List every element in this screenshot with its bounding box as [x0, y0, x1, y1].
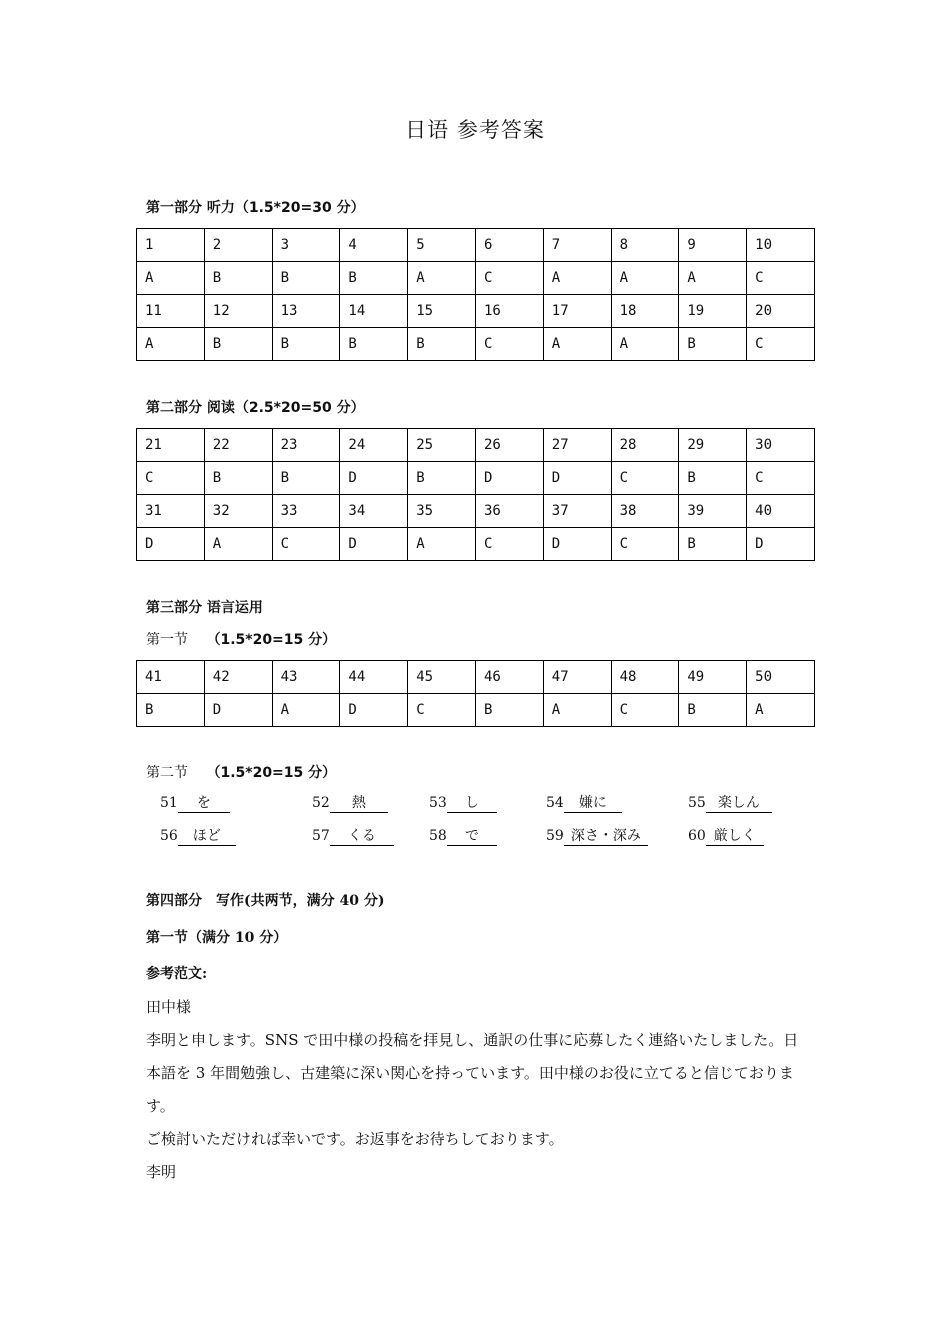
page-title: 日语 参考答案: [405, 118, 545, 142]
fill-answer: で: [447, 827, 497, 846]
question-number-cell: 42: [204, 661, 272, 694]
question-number-cell: 9: [679, 229, 747, 262]
answer-cell: D: [204, 694, 272, 727]
fill-blank-item: [160, 794, 230, 813]
answer-cell: B: [679, 328, 747, 361]
answer-cell: D: [543, 462, 611, 495]
part2-answer-table: [136, 428, 815, 561]
answer-cell: C: [611, 694, 679, 727]
answer-cell: C: [611, 528, 679, 561]
fill-question-number: 58: [429, 828, 447, 844]
fill-answer: ほど: [178, 827, 236, 846]
fill-question-number: 51: [160, 795, 178, 811]
answer-cell: B: [340, 262, 408, 295]
table-row: [137, 328, 815, 361]
question-number-cell: 24: [340, 429, 408, 462]
answer-cell: D: [340, 528, 408, 561]
fill-question-number: 59: [546, 828, 564, 844]
answer-cell: A: [408, 262, 476, 295]
fill-blank-item: [160, 827, 236, 846]
part2-heading: 第二部分 阅读（2.5*20=50 分）: [146, 400, 365, 416]
fill-answer: 深さ・深み: [564, 827, 648, 846]
part3-section1-heading: [146, 629, 336, 649]
answer-cell: C: [747, 328, 815, 361]
question-number-cell: 20: [747, 295, 815, 328]
part3-section2-heading: [146, 762, 336, 782]
question-number-cell: 11: [137, 295, 205, 328]
question-number-cell: 12: [204, 295, 272, 328]
question-number-cell: 39: [679, 495, 747, 528]
answer-cell: D: [747, 528, 815, 561]
answer-cell: B: [408, 462, 476, 495]
answer-cell: B: [204, 462, 272, 495]
question-number-cell: 17: [543, 295, 611, 328]
question-number-cell: 48: [611, 661, 679, 694]
fill-question-number: 56: [160, 828, 178, 844]
question-number-cell: 22: [204, 429, 272, 462]
question-number-cell: 41: [137, 661, 205, 694]
answer-cell: A: [747, 694, 815, 727]
essay-signature: 李明: [146, 1163, 177, 1181]
answer-cell: A: [408, 528, 476, 561]
answer-cell: C: [272, 528, 340, 561]
question-number-cell: 3: [272, 229, 340, 262]
question-number-cell: 49: [679, 661, 747, 694]
question-number-cell: 40: [747, 495, 815, 528]
question-number-cell: 6: [475, 229, 543, 262]
answer-cell: B: [272, 462, 340, 495]
fill-answer: を: [178, 794, 230, 813]
question-number-cell: 14: [340, 295, 408, 328]
question-number-cell: 13: [272, 295, 340, 328]
question-number-cell: 34: [340, 495, 408, 528]
fill-question-number: 54: [546, 795, 564, 811]
question-number-cell: 19: [679, 295, 747, 328]
answer-cell: A: [611, 328, 679, 361]
fill-question-number: 55: [688, 795, 706, 811]
fill-blank-item: [688, 794, 772, 813]
question-number-cell: 15: [408, 295, 476, 328]
table-row: [137, 528, 815, 561]
question-number-cell: 32: [204, 495, 272, 528]
part3-heading: 第三部分 语言运用: [146, 600, 263, 616]
answer-cell: B: [204, 262, 272, 295]
answer-cell: B: [340, 328, 408, 361]
answer-cell: A: [543, 694, 611, 727]
question-number-cell: 46: [475, 661, 543, 694]
question-number-cell: 50: [747, 661, 815, 694]
fill-blank-item: [429, 827, 497, 846]
model-essay: [146, 991, 810, 1189]
part4-heading: 第四部分 写作(共两节，满分 40 分): [146, 893, 385, 909]
fill-answer: 熱: [330, 794, 388, 813]
fill-blank-item: [546, 827, 648, 846]
fill-question-number: 60: [688, 828, 706, 844]
fill-blank-item: [312, 794, 388, 813]
answer-cell: C: [408, 694, 476, 727]
question-number-cell: 1: [137, 229, 205, 262]
question-number-cell: 35: [408, 495, 476, 528]
answer-cell: B: [679, 528, 747, 561]
answer-cell: C: [475, 328, 543, 361]
question-number-cell: 25: [408, 429, 476, 462]
fill-blank-item: [312, 827, 394, 846]
question-number-cell: 43: [272, 661, 340, 694]
answer-cell: D: [543, 528, 611, 561]
question-number-cell: 36: [475, 495, 543, 528]
fill-answer: くる: [330, 827, 394, 846]
question-number-cell: 5: [408, 229, 476, 262]
answer-cell: A: [204, 528, 272, 561]
answer-cell: B: [137, 694, 205, 727]
model-essay-label: 参考范文:: [146, 966, 208, 982]
answer-cell: A: [611, 262, 679, 295]
question-number-cell: 21: [137, 429, 205, 462]
part3-answer-table: [136, 660, 815, 727]
answer-cell: D: [340, 694, 408, 727]
answer-cell: A: [543, 328, 611, 361]
table-row: [137, 295, 815, 328]
table-row: [137, 661, 815, 694]
answer-cell: C: [747, 262, 815, 295]
answer-cell: B: [272, 262, 340, 295]
question-number-cell: 30: [747, 429, 815, 462]
answer-cell: D: [137, 528, 205, 561]
answer-cell: A: [543, 262, 611, 295]
fill-blank-item: [546, 794, 622, 813]
part3-section1-score: （1.5*20=15 分）: [206, 632, 337, 648]
question-number-cell: 31: [137, 495, 205, 528]
answer-cell: B: [204, 328, 272, 361]
fill-blank-item: [429, 794, 497, 813]
question-number-cell: 37: [543, 495, 611, 528]
answer-cell: B: [272, 328, 340, 361]
question-number-cell: 45: [408, 661, 476, 694]
question-number-cell: 33: [272, 495, 340, 528]
question-number-cell: 7: [543, 229, 611, 262]
fill-question-number: 57: [312, 828, 330, 844]
fill-question-number: 52: [312, 795, 330, 811]
part3-section1-label: 第一节: [146, 632, 188, 648]
answer-cell: C: [611, 462, 679, 495]
fill-answer: 厳しく: [706, 827, 764, 846]
question-number-cell: 8: [611, 229, 679, 262]
question-number-cell: 23: [272, 429, 340, 462]
answer-cell: C: [475, 262, 543, 295]
table-row: [137, 694, 815, 727]
question-number-cell: 16: [475, 295, 543, 328]
question-number-cell: 18: [611, 295, 679, 328]
table-row: [137, 229, 815, 262]
answer-cell: B: [679, 694, 747, 727]
question-number-cell: 44: [340, 661, 408, 694]
answer-cell: A: [272, 694, 340, 727]
question-number-cell: 29: [679, 429, 747, 462]
table-row: [137, 429, 815, 462]
question-number-cell: 47: [543, 661, 611, 694]
question-number-cell: 28: [611, 429, 679, 462]
fill-blank-item: [688, 827, 764, 846]
essay-body-1: 李明と申します。SNS で田中様の投稿を拝見し、通訳の仕事に応募したく連絡いたしました。日本語を 3 年間勉強し、古建築に深い関心を持っています。田中様のお役に立てると信じております。: [146, 1031, 799, 1115]
answer-cell: C: [137, 462, 205, 495]
question-number-cell: 26: [475, 429, 543, 462]
table-row: [137, 262, 815, 295]
fill-question-number: 53: [429, 795, 447, 811]
part1-heading: 第一部分 听力（1.5*20=30 分）: [146, 200, 365, 216]
question-number-cell: 10: [747, 229, 815, 262]
essay-body-2: ご検討いただければ幸いです。お返事をお待ちしております。: [146, 1130, 564, 1148]
question-number-cell: 4: [340, 229, 408, 262]
question-number-cell: 27: [543, 429, 611, 462]
essay-salutation: 田中様: [146, 998, 192, 1016]
question-number-cell: 38: [611, 495, 679, 528]
answer-cell: B: [408, 328, 476, 361]
answer-cell: C: [475, 528, 543, 561]
question-number-cell: 2: [204, 229, 272, 262]
fill-answer: 嫌に: [564, 794, 622, 813]
answer-cell: D: [340, 462, 408, 495]
answer-cell: A: [137, 328, 205, 361]
table-row: [137, 495, 815, 528]
fill-answer: し: [447, 794, 497, 813]
fill-answer: 楽しん: [706, 794, 772, 813]
answer-cell: C: [747, 462, 815, 495]
table-row: [137, 462, 815, 495]
part4-section1-heading: 第一节（满分 10 分）: [146, 930, 288, 946]
answer-cell: A: [679, 262, 747, 295]
answer-cell: A: [137, 262, 205, 295]
part3-section2-score: （1.5*20=15 分）: [206, 765, 337, 781]
answer-cell: B: [679, 462, 747, 495]
part3-section2-label: 第二节: [146, 765, 188, 781]
answer-cell: D: [475, 462, 543, 495]
answer-cell: B: [475, 694, 543, 727]
part1-answer-table: [136, 228, 815, 361]
